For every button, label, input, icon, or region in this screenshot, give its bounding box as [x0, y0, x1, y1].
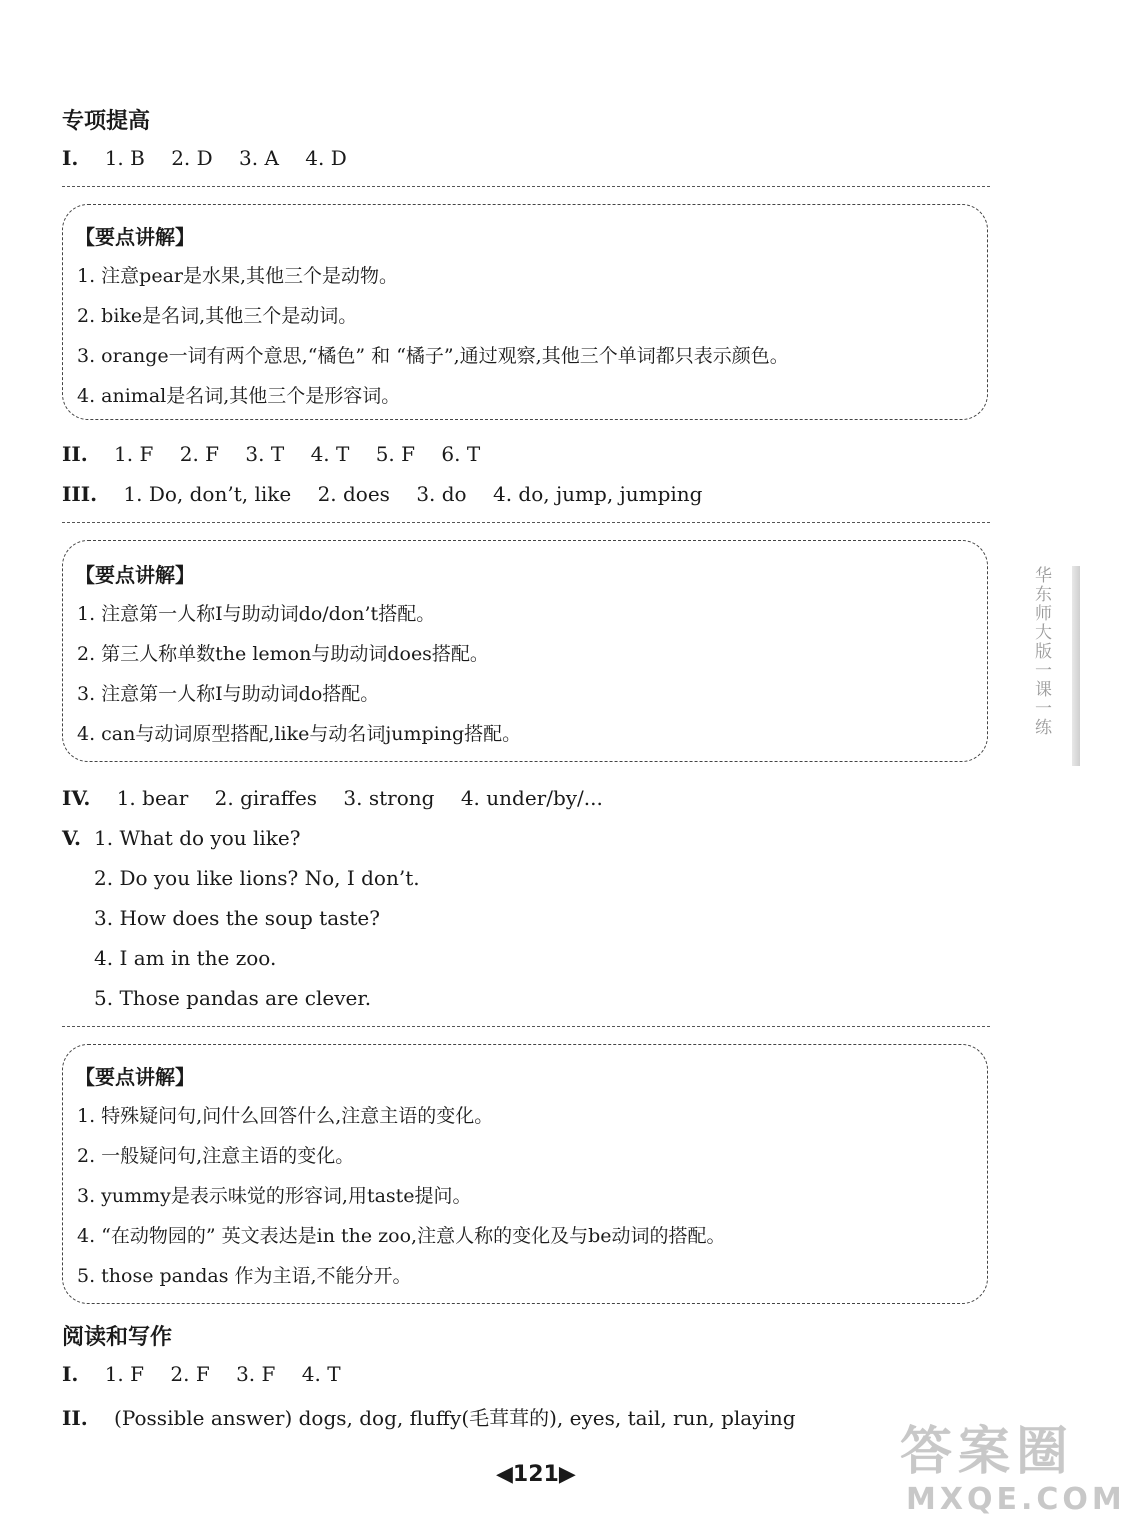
watermark-text: 答案圈 [900, 1422, 1075, 1482]
answer-item: 4. D [305, 146, 347, 170]
key-points-heading: 【要点讲解】 [75, 1065, 195, 1089]
answer-row-section1-part3 [62, 482, 702, 506]
answer-item: 1. F [114, 442, 154, 466]
answer-item: 1. Do, don’t, like [123, 482, 292, 506]
key-point-line: 2. bike是名词,其他三个是动词。 [77, 305, 358, 327]
answer-item: 4. do, jump, jumping [492, 482, 703, 506]
page-number: ◀121▶ [496, 1462, 576, 1487]
answer-item: 2. F [170, 1362, 210, 1386]
answer-item: 4. T [301, 1362, 341, 1386]
key-points-heading: 【要点讲解】 [75, 563, 195, 587]
section-title-reading-writing: 阅读和写作 [62, 1325, 173, 1350]
answer-row-section1-part1 [62, 146, 347, 170]
watermark-logo [900, 1422, 1126, 1518]
answer-sentence: 4. I am in the zoo. [94, 946, 277, 970]
key-points-box-2 [62, 540, 988, 762]
answer-item: 2. D [171, 146, 213, 170]
key-point-line: 2. 一般疑问句,注意主语的变化。 [77, 1145, 355, 1167]
book-series-label: 华东师大版一课一练 [1031, 566, 1051, 737]
key-point-line: 4. “在动物园的” 英文表达是in the zoo,注意人称的变化及与be动词的搭配。 [77, 1225, 726, 1247]
answer-item: 1. bear [116, 786, 189, 810]
answer-sentence: 3. How does the soup taste? [94, 906, 380, 930]
answer-row-section2-part2 [62, 1402, 796, 1431]
question-number: IV. [62, 786, 91, 810]
answer-sentence: 2. Do you like lions? No, I don’t. [94, 866, 420, 890]
dashed-divider [62, 1026, 990, 1027]
answer-row-section2-part1 [62, 1362, 341, 1386]
answer-item: 3. T [245, 442, 285, 466]
question-number: II. [62, 1406, 88, 1430]
question-number: I. [62, 146, 79, 170]
answer-text: (Possible answer) dogs, dog, fluffy(毛茸茸的), eyes, tail, run, playing [114, 1406, 796, 1430]
key-point-line: 5. those pandas 作为主语,不能分开。 [77, 1265, 412, 1287]
section-title-special-improvement: 专项提高 [62, 109, 151, 134]
answer-item: 3. do [416, 482, 467, 506]
answer-item: 2. F [179, 442, 220, 466]
question-number: V. [62, 826, 81, 850]
answer-item: 5. F [375, 442, 416, 466]
key-point-line: 3. yummy是表示味觉的形容词,用taste提问。 [77, 1185, 472, 1207]
answer-item: 3. strong [343, 786, 435, 810]
key-point-line: 3. orange一词有两个意思,“橘色” 和 “橘子”,通过观察,其他三个单词都只表示颜色。 [77, 345, 789, 367]
key-points-box-3 [62, 1044, 988, 1304]
answer-sentence: 1. What do you like? [94, 826, 301, 850]
key-point-line: 3. 注意第一人称I与助动词do搭配。 [77, 683, 380, 705]
watermark-url: MXQE.COM [906, 1482, 1126, 1517]
answer-item: 4. under/by/... [460, 786, 603, 810]
answer-item: 1. F [104, 1362, 145, 1386]
page-edge-tab [1072, 566, 1080, 766]
answer-item: 2. giraffes [214, 786, 318, 810]
key-point-line: 1. 注意pear是水果,其他三个是动物。 [77, 265, 399, 287]
answer-item: 3. A [239, 146, 279, 170]
dashed-divider [62, 522, 990, 523]
question-number: I. [62, 1362, 79, 1386]
answer-row-section1-part2 [62, 442, 480, 466]
key-point-line: 1. 注意第一人称I与助动词do/don’t搭配。 [77, 603, 436, 625]
key-point-line: 4. animal是名词,其他三个是形容词。 [77, 385, 401, 407]
answer-sentence: 5. Those pandas are clever. [94, 986, 372, 1010]
question-number: II. [62, 442, 88, 466]
answer-item: 4. T [310, 442, 350, 466]
answer-item: 3. F [236, 1362, 276, 1386]
key-points-box-1 [62, 204, 988, 420]
key-point-line: 2. 第三人称单数the lemon与助动词does搭配。 [77, 643, 489, 665]
answer-row-section1-part4 [62, 786, 603, 810]
answer-item: 2. does [317, 482, 390, 506]
answer-item: 1. B [104, 146, 145, 170]
question-number: III. [62, 482, 98, 506]
key-points-heading: 【要点讲解】 [75, 225, 195, 249]
dashed-divider [62, 186, 990, 187]
key-point-line: 1. 特殊疑问句,问什么回答什么,注意主语的变化。 [77, 1105, 494, 1127]
key-point-line: 4. can与动词原型搭配,like与动名词jumping搭配。 [77, 723, 522, 745]
answer-item: 6. T [441, 442, 481, 466]
